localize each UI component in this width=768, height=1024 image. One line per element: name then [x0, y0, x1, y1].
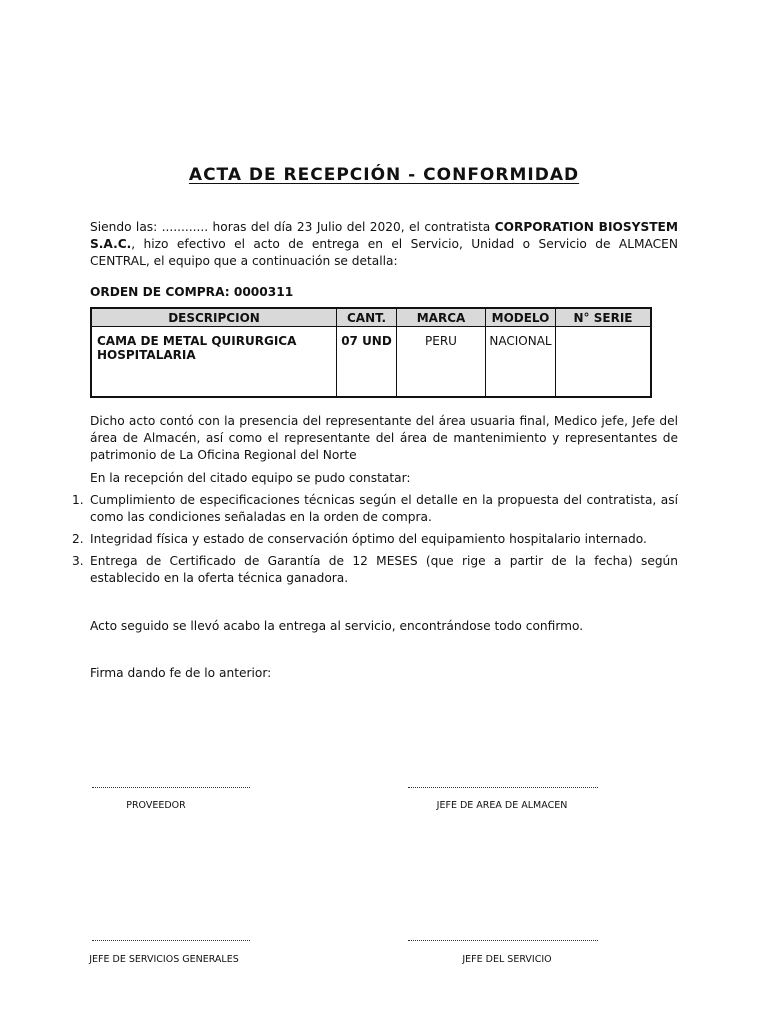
list-number: 2. [72, 532, 84, 546]
signature-label-jefe-servicio: JEFE DEL SERVICIO [462, 954, 552, 965]
header-descripcion: DESCRIPCION [91, 308, 337, 327]
header-modelo: MODELO [486, 308, 556, 327]
seguido-paragraph: Acto seguido se llevó acabo la entrega al servicio, encontrándose todo confirmo. [90, 619, 584, 633]
header-cant: CANT. [337, 308, 397, 327]
cell-descripcion: CAMA DE METAL QUIRURGICA HOSPITALARIA [91, 327, 337, 398]
signature-line-jefe-servicio [408, 940, 598, 941]
signature-label-servicios-generales: JEFE DE SERVICIOS GENERALES [89, 954, 239, 965]
cell-cant: 07 UND [337, 327, 397, 398]
list-text: Entrega de Certificado de Garantía de 12 MESES (que rige a partir de la fecha) según establecido en la oferta técnica ganadora. [90, 554, 678, 585]
list-number: 1. [72, 493, 84, 507]
list-text: Integridad física y estado de conservación óptimo del equipamiento hospitalario internado. [90, 532, 647, 546]
intro-paragraph: Siendo las: ............ horas del día 23 Julio del 2020, el contratista CORPORATION BIOSYSTEM S.A.C., hizo efectivo el acto de entrega en el Servicio, Unidad o Servicio de ALMACEN CENTRAL, el equipo que a continuación se detalla: [90, 220, 678, 268]
header-marca: MARCA [397, 308, 486, 327]
signature-label-jefe-almacen: JEFE DE AREA DE ALMACEN [436, 800, 568, 811]
acto-paragraph: Dicho acto contó con la presencia del representante del área usuaria final, Medico jefe, Jefe del área de Almacén, así como el representante del área de mantenimiento y representantes de patrimonio de La Oficina Regional del Norte [90, 414, 678, 462]
header-serie: N° SERIE [556, 308, 652, 327]
cell-serie [556, 327, 652, 398]
cell-modelo: NACIONAL [486, 327, 556, 398]
firma-paragraph: Firma dando fe de lo anterior: [90, 666, 272, 680]
constatar-paragraph: En la recepción del citado equipo se pudo constatar: [90, 471, 411, 485]
signature-label-proveedor: PROVEEDOR [126, 800, 186, 811]
table-row [91, 327, 651, 398]
list-number: 3. [72, 554, 84, 568]
list-item [72, 553, 678, 587]
signature-line-proveedor [92, 787, 250, 788]
list-item [72, 531, 678, 548]
signature-line-jefe-almacen [408, 787, 598, 788]
document-title: ACTA DE RECEPCIÓN - CONFORMIDAD [188, 165, 580, 185]
equipment-table [90, 307, 652, 398]
list-text: Cumplimiento de especificaciones técnicas según el detalle en la propuesta del contratista, así como las condiciones señaladas en la orden de compra. [90, 493, 678, 524]
list-item [72, 492, 678, 526]
cell-marca: PERU [397, 327, 486, 398]
table-header-row [91, 308, 651, 327]
purchase-order: ORDEN DE COMPRA: 0000311 [90, 285, 294, 299]
contractor-name: CORPORATION BIOSYSTEM S.A.C. [90, 220, 678, 251]
checks-list [72, 492, 678, 592]
signature-line-servicios-generales [92, 940, 250, 941]
